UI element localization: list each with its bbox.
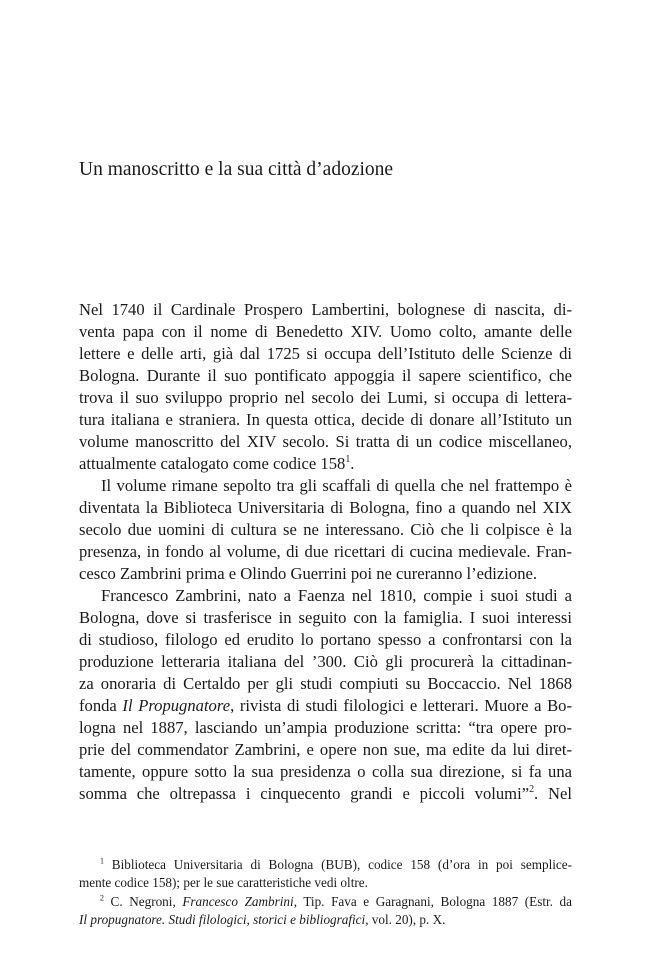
cited-title: Francesco Zambrini xyxy=(182,894,294,909)
body-line: volume manoscritto del XIV secolo. Si tratta di un codice miscellaneo, xyxy=(79,432,572,451)
body-line: di studioso, filologo ed erudito lo portano spesso a confrontarsi con la xyxy=(79,630,572,649)
body-line-text: . Nel xyxy=(534,784,572,803)
body-line-text: fonda xyxy=(79,696,123,715)
footnote-1-cont: mente codice 158); per le sue caratteristiche vedi oltre. xyxy=(79,875,368,890)
body-line: trova il suo sviluppo proprio nel secolo dei Lumi, si occupa di lettera- xyxy=(79,388,572,407)
body-line: cesco Zambrini prima e Olindo Guerrini poi ne cureranno l’edizione. xyxy=(79,564,538,583)
body-line: logna nel 1887, lasciando un’ampia produzione scritta: “tra opere pro- xyxy=(79,718,572,737)
body-line-text: attualmente catalogato come codice 158 xyxy=(79,454,346,473)
chapter-title: Un manoscritto e la sua città d’adozione xyxy=(79,159,394,180)
footnote-2 xyxy=(79,893,572,911)
body-line: Bologna, dove si trasferisce in seguito con la famiglia. I suoi interessi xyxy=(79,608,572,627)
body-line xyxy=(79,783,572,805)
body-line-text: somma che oltrepassa i cinquecento grandi e piccoli volumi” xyxy=(79,784,530,803)
journal-title: Il Propugnatore xyxy=(122,696,231,715)
body-line-text: , rivista di studi filologici e letterari. Muore a Bo- xyxy=(230,696,572,715)
body-line: presenza, in fondo al volume, di due ricettari di cucina medievale. Fran- xyxy=(79,542,572,561)
footnote-text: Biblioteca Universitaria di Bologna (BUB), codice 158 (d’ora in poi semplice- xyxy=(111,857,572,872)
body-line: produzione letteraria italiana del ’300. Ciò gli procurerà la cittadinan- xyxy=(79,652,572,671)
cited-journal: Il propugnatore. Studi filologici, storici e bibliografici xyxy=(79,912,366,927)
footnote-2-cont xyxy=(79,911,572,929)
body-line: lettere e delle arti, già dal 1725 si occupa dell’Istituto delle Scienze di xyxy=(79,344,572,363)
body-line: Nel 1740 il Cardinale Prospero Lambertini, bolognese di nascita, di- xyxy=(79,300,572,319)
punctuation: . xyxy=(350,454,355,473)
body-line: prie del commendator Zambrini, e opere non sue, ma edite da lui diret- xyxy=(79,740,572,759)
body-line: venta papa con il nome di Benedetto XIV. Uomo colto, amante delle xyxy=(79,322,572,341)
footnote-text: C. Negroni, xyxy=(110,894,183,909)
footnote-ref-1[interactable]: 1 xyxy=(345,454,351,466)
footnote-text: , Tip. Fava e Garagnani, Bologna 1887 (Estr. da xyxy=(293,894,573,909)
body-line xyxy=(79,695,572,717)
body-line xyxy=(79,453,572,475)
body-line: secolo due uomini di cultura se ne interessano. Ciò che li colpisce è la xyxy=(79,520,572,539)
body-line: Il volume rimane sepolto tra gli scaffali di quella che nel frattempo è xyxy=(101,476,572,495)
body-line: Francesco Zambrini, nato a Faenza nel 1810, compie i suoi studi a xyxy=(101,586,572,605)
body-line: za onoraria di Certaldo per gli studi compiuti su Boccaccio. Nel 1868 xyxy=(79,674,572,693)
body-line: Bologna. Durante il suo pontificato appoggia il sapere scientifico, che xyxy=(79,366,572,385)
footnote-mark: 1 xyxy=(100,856,104,866)
body-line: tamente, oppure sotto la sua presidenza o colla sua direzione, si fa una xyxy=(79,762,572,781)
footnote-mark: 2 xyxy=(100,893,104,903)
footnote-1 xyxy=(79,856,572,874)
footnote-ref-2[interactable]: 2 xyxy=(529,784,535,796)
footnote-text: , vol. 20), p. X. xyxy=(365,912,446,927)
body-line: tura italiana e straniera. In questa ottica, decide di donare all’Istituto un xyxy=(79,410,572,429)
body-line: diventata la Biblioteca Universitaria di Bologna, fino a quando nel XIX xyxy=(79,498,572,517)
